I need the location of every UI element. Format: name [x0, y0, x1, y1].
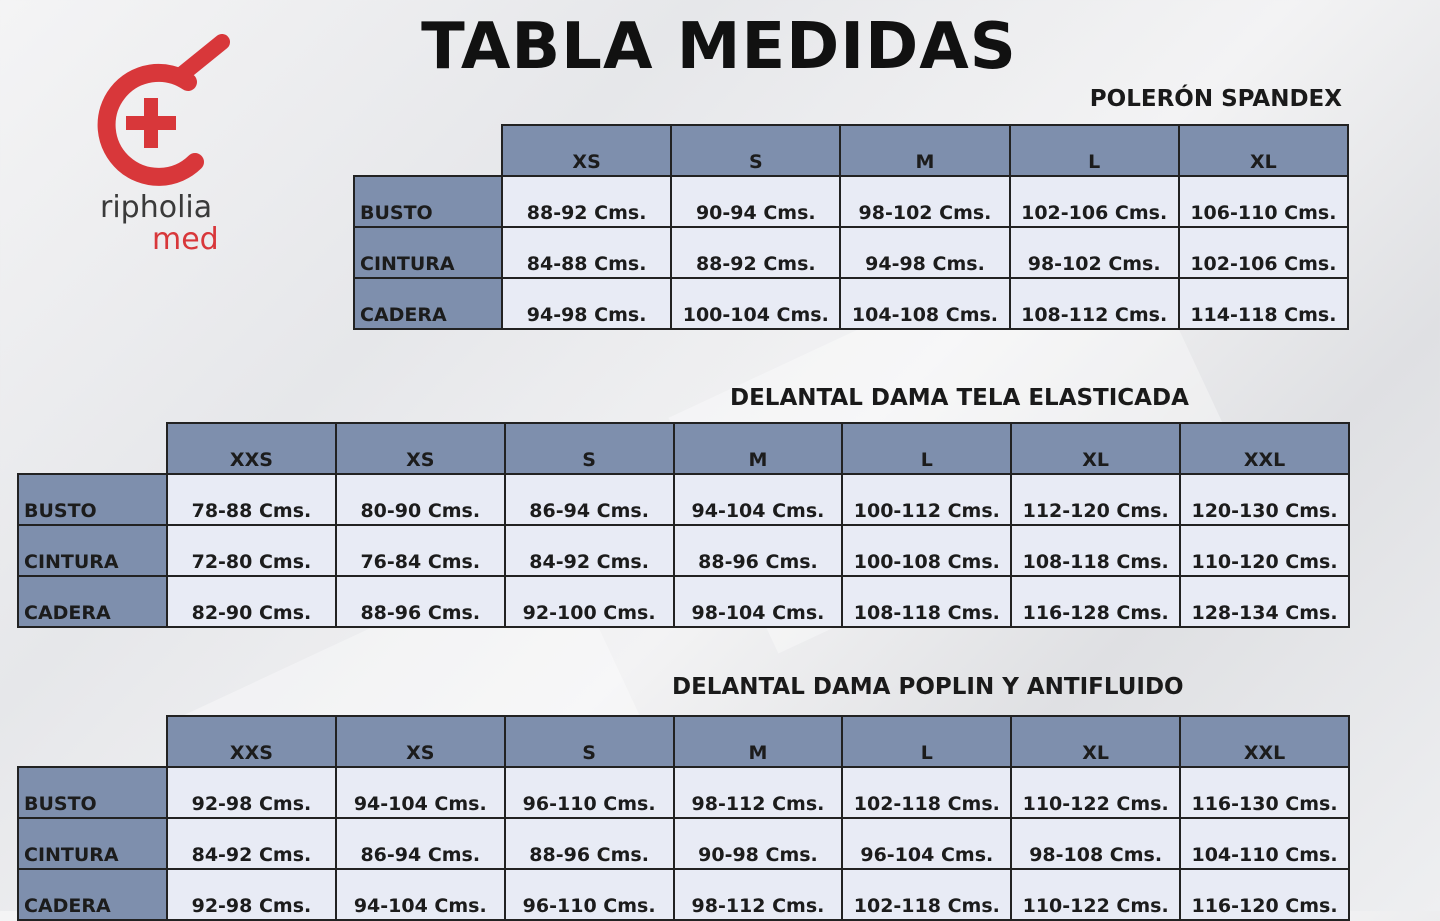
- size-header: M: [674, 716, 843, 767]
- measure-cell: 116-128 Cms.: [1011, 576, 1180, 627]
- measure-cell: 102-106 Cms.: [1179, 227, 1348, 278]
- measure-cell: 88-92 Cms.: [502, 176, 671, 227]
- measure-cell: 116-130 Cms.: [1180, 767, 1349, 818]
- size-header: M: [674, 423, 843, 474]
- measure-cell: 90-98 Cms.: [674, 818, 843, 869]
- row-label: CADERA: [18, 576, 167, 627]
- measure-cell: 94-98 Cms.: [840, 227, 1009, 278]
- measure-cell: 98-112 Cms.: [674, 869, 843, 920]
- measure-cell: 128-134 Cms.: [1180, 576, 1349, 627]
- measure-cell: 104-108 Cms.: [840, 278, 1009, 329]
- measure-cell: 120-130 Cms.: [1180, 474, 1349, 525]
- size-header: L: [842, 423, 1011, 474]
- measure-cell: 114-118 Cms.: [1179, 278, 1348, 329]
- measure-cell: 86-94 Cms.: [336, 818, 505, 869]
- measure-cell: 90-94 Cms.: [671, 176, 840, 227]
- measure-cell: 110-122 Cms.: [1011, 767, 1180, 818]
- measure-cell: 88-96 Cms.: [505, 818, 674, 869]
- measure-cell: 92-98 Cms.: [167, 869, 336, 920]
- measure-cell: 102-118 Cms.: [842, 869, 1011, 920]
- measure-cell: 84-92 Cms.: [167, 818, 336, 869]
- measure-cell: 88-96 Cms.: [336, 576, 505, 627]
- row-label: BUSTO: [18, 474, 167, 525]
- size-header: S: [671, 125, 840, 176]
- size-header: S: [505, 716, 674, 767]
- measure-cell: 98-102 Cms.: [1010, 227, 1179, 278]
- measure-cell: 112-120 Cms.: [1011, 474, 1180, 525]
- measure-cell: 88-92 Cms.: [671, 227, 840, 278]
- measure-cell: 94-98 Cms.: [502, 278, 671, 329]
- measure-cell: 108-112 Cms.: [1010, 278, 1179, 329]
- measure-cell: 94-104 Cms.: [674, 474, 843, 525]
- size-header: M: [840, 125, 1009, 176]
- brand-name: ripholia: [100, 190, 213, 225]
- size-header: XS: [336, 423, 505, 474]
- size-header: S: [505, 423, 674, 474]
- row-label: CINTURA: [18, 818, 167, 869]
- measure-cell: 110-120 Cms.: [1180, 525, 1349, 576]
- measure-cell: 98-104 Cms.: [674, 576, 843, 627]
- size-header: XXL: [1180, 423, 1349, 474]
- measure-cell: 84-88 Cms.: [502, 227, 671, 278]
- table-row: [354, 278, 1348, 329]
- measure-cell: 106-110 Cms.: [1179, 176, 1348, 227]
- table-title: DELANTAL DAMA POPLIN Y ANTIFLUIDO: [672, 674, 1184, 700]
- row-label: BUSTO: [354, 176, 502, 227]
- measure-cell: 102-118 Cms.: [842, 767, 1011, 818]
- size-header: XXL: [1180, 716, 1349, 767]
- measure-cell: 96-110 Cms.: [505, 869, 674, 920]
- measure-cell: 98-102 Cms.: [840, 176, 1009, 227]
- measure-cell: 98-108 Cms.: [1011, 818, 1180, 869]
- measure-cell: 72-80 Cms.: [167, 525, 336, 576]
- brand-subname: med: [152, 222, 219, 257]
- page-title: TABLA MEDIDAS: [421, 10, 1017, 84]
- table-row: [18, 474, 1349, 525]
- size-header: XL: [1179, 125, 1348, 176]
- size-header-row: [18, 716, 1349, 767]
- size-header: XL: [1011, 423, 1180, 474]
- table-title: POLERÓN SPANDEX: [1089, 86, 1342, 112]
- row-label: CADERA: [354, 278, 502, 329]
- size-header: XXS: [167, 423, 336, 474]
- measure-cell: 86-94 Cms.: [505, 474, 674, 525]
- measure-cell: 108-118 Cms.: [842, 576, 1011, 627]
- table-row: [354, 227, 1348, 278]
- measure-cell: 92-98 Cms.: [167, 767, 336, 818]
- measure-cell: 104-110 Cms.: [1180, 818, 1349, 869]
- table-title: DELANTAL DAMA TELA ELASTICADA: [730, 385, 1189, 411]
- measure-cell: 82-90 Cms.: [167, 576, 336, 627]
- corner-cell: [18, 423, 167, 474]
- measure-cell: 102-106 Cms.: [1010, 176, 1179, 227]
- measure-cell: 108-118 Cms.: [1011, 525, 1180, 576]
- size-table: [17, 422, 1350, 628]
- measure-cell: 94-104 Cms.: [336, 869, 505, 920]
- size-header: XS: [336, 716, 505, 767]
- measure-cell: 92-100 Cms.: [505, 576, 674, 627]
- table-row: [18, 869, 1349, 920]
- measure-cell: 100-112 Cms.: [842, 474, 1011, 525]
- measure-cell: 116-120 Cms.: [1180, 869, 1349, 920]
- measure-cell: 100-108 Cms.: [842, 525, 1011, 576]
- size-table: [17, 715, 1350, 921]
- measure-cell: 100-104 Cms.: [671, 278, 840, 329]
- measure-cell: 80-90 Cms.: [336, 474, 505, 525]
- row-label: BUSTO: [18, 767, 167, 818]
- row-label: CINTURA: [354, 227, 502, 278]
- table-row: [18, 767, 1349, 818]
- measure-cell: 96-110 Cms.: [505, 767, 674, 818]
- measure-cell: 94-104 Cms.: [336, 767, 505, 818]
- size-header: L: [1010, 125, 1179, 176]
- size-header-row: [354, 125, 1348, 176]
- measure-cell: 78-88 Cms.: [167, 474, 336, 525]
- corner-cell: [18, 716, 167, 767]
- measure-cell: 84-92 Cms.: [505, 525, 674, 576]
- size-header: XXS: [167, 716, 336, 767]
- measure-cell: 98-112 Cms.: [674, 767, 843, 818]
- measure-cell: 76-84 Cms.: [336, 525, 505, 576]
- measure-cell: 110-122 Cms.: [1011, 869, 1180, 920]
- table-row: [18, 818, 1349, 869]
- size-header-row: [18, 423, 1349, 474]
- table-row: [354, 176, 1348, 227]
- corner-cell: [354, 125, 502, 176]
- row-label: CADERA: [18, 869, 167, 920]
- size-table: [353, 124, 1349, 330]
- size-header: XS: [502, 125, 671, 176]
- measure-cell: 96-104 Cms.: [842, 818, 1011, 869]
- row-label: CINTURA: [18, 525, 167, 576]
- size-header: L: [842, 716, 1011, 767]
- table-row: [18, 576, 1349, 627]
- measure-cell: 88-96 Cms.: [674, 525, 843, 576]
- size-header: XL: [1011, 716, 1180, 767]
- table-row: [18, 525, 1349, 576]
